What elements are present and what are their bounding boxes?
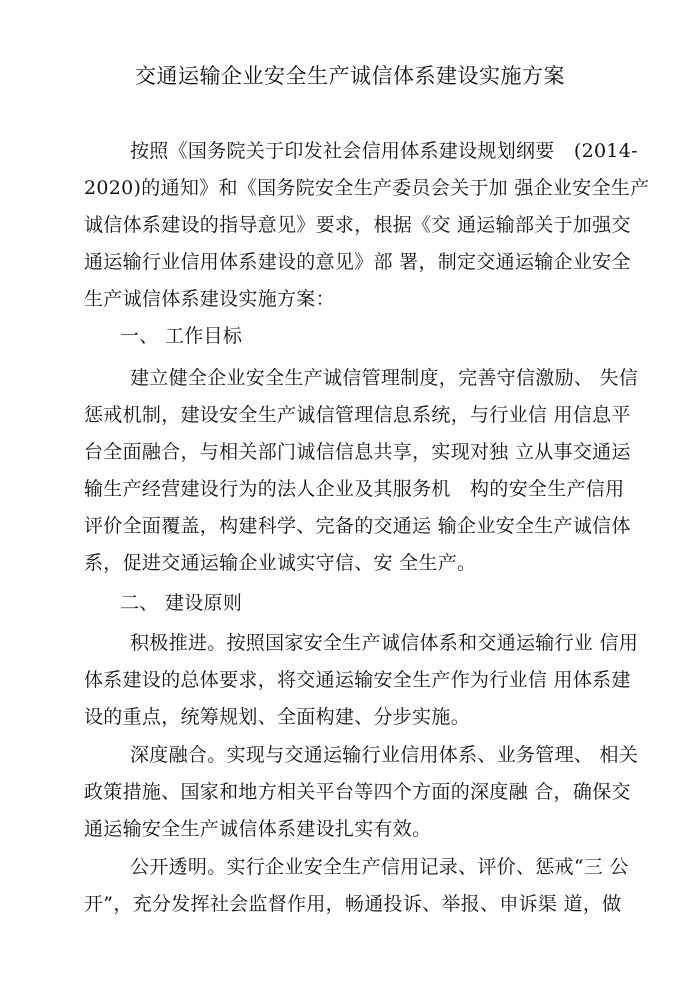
paragraph-line: 设的重点，统筹规划、全面构建、分步实施。 [84,706,471,728]
paragraph-line: 体系建设的总体要求，将交通运输安全生产作为行业信 用体系建 [84,669,631,691]
paragraph-line: 深度融合。实现与交通运输行业信用体系、业务管理、 相关 [130,744,639,766]
paragraph-line: 系，促进交通运输企业诚实守信、安 全生产。 [84,552,477,574]
document-title: 交通运输企业安全生产诚信体系建设实施方案 [135,64,565,88]
paragraph-line: 评价全面覆盖，构建科学、完备的交通运 输企业安全生产诚信体 [84,515,631,537]
section-heading: 二、 建设原则 [120,592,243,614]
paragraph-line: 诚信体系建设的指导意见》要求，根据《交 通运输部关于加强交 [84,214,631,236]
paragraph-line: 政策措施、国家和地方相关平台等四个方面的深度融 合，确保交 [84,781,631,803]
paragraph-line: 生产诚信体系建设实施方案： [84,288,335,310]
section-heading: 一、 工作目标 [120,325,243,347]
paragraph-line: 通运输行业信用体系建设的意见》部 署，制定交通运输企业安全 [84,251,631,273]
paragraph-line: 积极推进。按照国家安全生产诚信体系和交通运输行业 信用 [130,632,639,654]
paragraph-line: 2020)的通知》和《国务院安全生产委员会关于加 强企业安全生产 [84,177,650,199]
paragraph-line: 按照《国务院关于印发社会信用体系建设规划纲要 (2014- [130,140,638,162]
paragraph-line: 公开透明。实行企业安全生产信用记录、评价、惩戒“三 公 [130,856,629,878]
paragraph-line: 台全面融合，与相关部门诚信信息共享，实现对独 立从事交通运 [84,441,631,463]
paragraph-line: 输生产经营建设行为的法人企业及其服务机 构的安全生产信用 [84,478,625,500]
paragraph-line: 建立健全企业安全生产诚信管理制度，完善守信激励、 失信 [130,367,639,389]
paragraph-line: 通运输安全生产诚信体系建设扎实有效。 [84,818,432,840]
paragraph-line: 开”，充分发挥社会监督作用，畅通投诉、举报、申诉渠 道，做 [84,893,622,915]
paragraph-line: 惩戒机制，建设安全生产诚信管理信息系统，与行业信 用信息平 [84,404,631,426]
